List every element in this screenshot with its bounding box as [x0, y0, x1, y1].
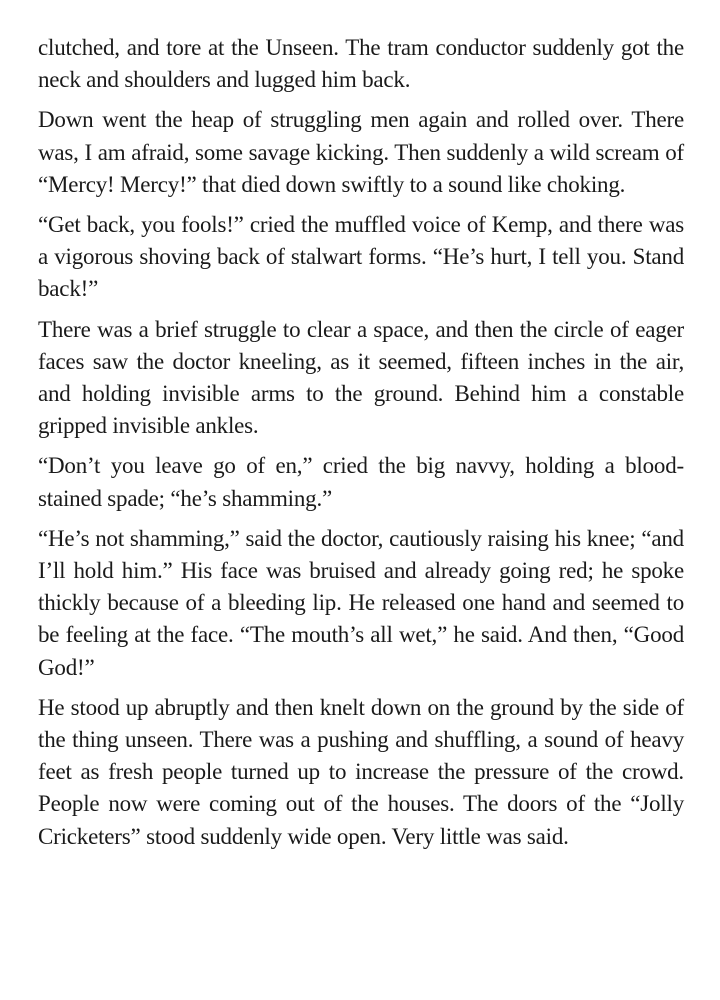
paragraph-1: clutched, and tore at the Unseen. The tram conductor suddenly got the neck and shoulders and lugged him back.: [38, 35, 684, 93]
paragraph-5: “Don’t you leave go of en,” cried the big navvy, holding a blood-stained spade; “he’s shamming.”: [38, 453, 684, 511]
paragraph-2: Down went the heap of struggling men again and rolled over. There was, I am afraid, some savage kicking. Then suddenly a wild scream of “Mercy! Mercy!” that died down swiftly to a sound like choking.: [38, 107, 684, 197]
paragraph-4: There was a brief struggle to clear a space, and then the circle of eager faces saw the doctor kneeling, as it seemed, fifteen inches in the air, and holding invisible arms to the ground. Behind him a constable gripped invisible ankles.: [38, 316, 684, 439]
book-page-text: [38, 32, 684, 861]
paragraph-7: He stood up abruptly and then knelt down on the ground by the side of the thing unseen. There was a pushing and shuffling, a sound of heavy feet as fresh people turned up to increase the pressure of the crowd. People now were coming out of the houses. The doors of the “Jolly Cricketers” stood suddenly wide open. Very little was said.: [38, 694, 684, 849]
paragraph-3: “Get back, you fools!” cried the muffled voice of Kemp, and there was a vigorous shoving back of stalwart forms. “He’s hurt, I tell you. Stand back!”: [38, 212, 684, 302]
paragraph-6: “He’s not shamming,” said the doctor, cautiously raising his knee; “and I’ll hold him.” His face was bruised and already going red; he spoke thickly because of a bleeding lip. He released one hand and seemed to be feeling at the face. “The mouth’s all wet,” he said. And then, “Good God!”: [38, 525, 684, 680]
